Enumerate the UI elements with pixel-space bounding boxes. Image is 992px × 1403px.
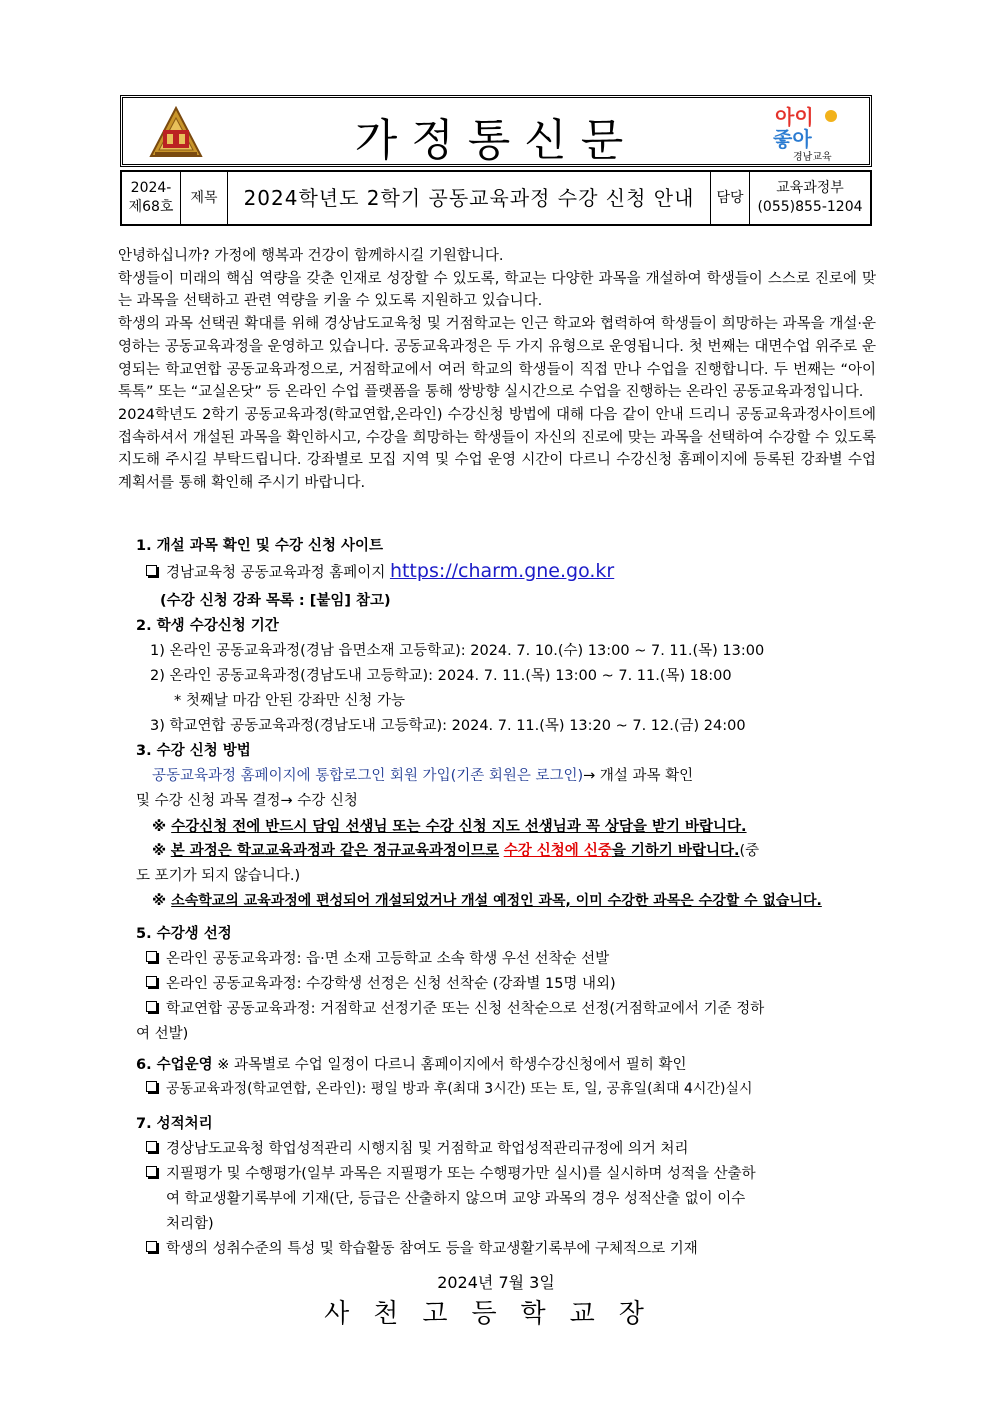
- caution-2: [152, 839, 759, 860]
- issue-number-cell: [122, 172, 181, 224]
- section-6-title: 6. 수업운영: [136, 1057, 213, 1073]
- contact-cell: [750, 172, 870, 224]
- grading-2-text: 지필평가 및 수행평가(일부 과목은 지필평가 또는 수행평가만 실시)를 실시하며 성적을 산출하: [166, 1166, 756, 1182]
- svg-text:아이: 아이: [775, 105, 814, 129]
- grading-2-line-2: 여 학교생활기록부에 기재(단, 등급은 산출하지 않으며 교양 과목의 경우 성적산출 없이 이수: [166, 1191, 746, 1207]
- operation-1: [146, 1078, 753, 1098]
- caution-1-text: 수강신청 전에 반드시 담임 선생님 또는 수강 신청 지도 선생님과 꼭 상담을 받기 바랍니다.: [171, 819, 747, 835]
- section-3-title: 3. 수강 신청 방법: [136, 743, 251, 759]
- section-6-title-row: [136, 1053, 687, 1074]
- checkbox-bullet-icon: [146, 1241, 157, 1252]
- reference-mark: ※: [152, 843, 167, 859]
- checkbox-bullet-icon: [146, 976, 157, 987]
- selection-3-text: 학교연합 공동교육과정: 거점학교 선정기준 또는 신청 선착순으로 선정(거점학교에서 기준 정하: [166, 1001, 765, 1017]
- subject-title: 2024학년도 2학기 공동교육과정 수강 신청 안내: [228, 172, 711, 224]
- selection-2-text: 온라인 공동교육과정: 수강학생 선정은 신청 선착순 (강좌별 15명 내외): [166, 976, 616, 992]
- grading-3: [146, 1237, 698, 1258]
- homepage-label: 경남교육청 공동교육과정 홈페이지: [166, 565, 386, 581]
- checkbox-bullet-icon: [146, 1166, 157, 1177]
- checkbox-bullet-icon: [146, 565, 157, 576]
- grading-1: [146, 1137, 689, 1158]
- issue-no: 제68호: [128, 199, 174, 215]
- charge-label: 담당: [711, 172, 750, 224]
- education-logo-icon: [767, 102, 847, 164]
- reference-mark: ※: [152, 893, 167, 909]
- caution-2-text-d: (중: [739, 843, 760, 859]
- phone-number: (055)855-1204: [757, 199, 863, 215]
- intro-paragraph-1: 학생들이 미래의 핵심 역량을 갖춘 인재로 성장할 수 있도록, 학교는 다양한 과목을 개설하여 학생들이 스스로 진로에 맞는 과목을 선택하고 관련 역량을 키울 수 있도록 지원하고 있습니다.: [118, 270, 876, 310]
- reference-mark: ※: [152, 819, 167, 835]
- section-1-note: (수강 신청 강좌 목록 : [붙임] 참고): [160, 593, 391, 609]
- grading-3-text: 학생의 성취수준의 특성 및 학습활동 참여도 등을 학교생활기록부에 구체적으로 기재: [166, 1241, 698, 1257]
- grading-2-line-3: 처리함): [166, 1216, 214, 1232]
- grading-1-text: 경상남도교육청 학업성적관리 시행지침 및 거점학교 학업성적관리규정에 의거 처리: [166, 1141, 689, 1157]
- page-title: 가정통신문: [354, 115, 638, 166]
- info-table: [120, 170, 872, 226]
- intro-paragraph-3: 2024학년도 2학기 공동교육과정(학교연합,온라인) 수강신청 방법에 대해 다음 같이 안내 드리니 공동교육과정사이트에 접속하셔서 개설된 과목을 확인하시고, 수강을 희망하는 학생들이 자신의 진로에 맞는 과목을 선택하여 수강할 수 있도록 지도해 주시길 부탁드립니다. 강좌별로 모집 지역 및 수업 운영 시간이 다르니 수강신청 홈페이지에 등록된 강좌별 수업계획서를 통해 확인해 주시기 바랍니다.: [118, 406, 876, 492]
- method-line-1: [152, 764, 693, 785]
- selection-3-continued: 여 선발): [136, 1026, 189, 1042]
- section-2-title: 2. 학생 수강신청 기간: [136, 618, 279, 634]
- period-3: 3) 학교연합 공동교육과정(경남도내 고등학교): 2024. 7. 11.(목) 13:20 ~ 7. 12.(금) 24:00: [150, 718, 746, 734]
- checkbox-bullet-icon: [146, 1081, 157, 1092]
- issue-date: 2024년 7월 3일: [437, 1273, 555, 1292]
- intro-paragraph-2: 학생의 과목 선택권 확대를 위해 경상남도교육청 및 거점학교는 인근 학교와 협력하여 학생들이 희망하는 과목을 개설·운영하는 공동교육과정을 운영하고 있습니다. 공동교육과정은 두 가지 유형으로 운영됩니다. 첫 번째는 대면수업 위주로 운영되는 학교연합 공동교육과정으로, 거점학교에서 여러 학교의 학생들이 직접 만나 수업을 진행합니다. 두 번째는 “아이톡톡” 또는 “교실온닷” 등 온라인 수업 플랫폼을 통해 쌍방향 실시간으로 수업을 진행하는 온라인 공동교육과정입니다.: [118, 316, 876, 401]
- selection-3: [146, 997, 764, 1018]
- section-7-title: 7. 성적처리: [136, 1116, 213, 1132]
- subject-label: 제목: [181, 172, 228, 224]
- issue-year: 2024-: [130, 180, 172, 196]
- caution-2-text-a: 본 과정은 학교교육과정과 같은 정규교육과정이므로: [170, 843, 500, 859]
- period-1: 1) 온라인 공동교육과정(경남 읍면소재 고등학교): 2024. 7. 10.(수) 13:00 ~ 7. 11.(목) 13:00: [150, 643, 765, 659]
- checkbox-bullet-icon: [146, 1001, 157, 1012]
- method-line-2: 및 수강 신청 과목 결정→ 수강 신청: [136, 793, 358, 809]
- gyeongnam-education-logo: [767, 102, 847, 164]
- section-1-item: [146, 560, 614, 582]
- svg-text:경남교육: 경남교육: [793, 152, 832, 163]
- intro-text: [118, 245, 876, 495]
- header-box: [120, 95, 872, 167]
- checkbox-bullet-icon: [146, 1141, 157, 1152]
- department: 교육과정부: [776, 180, 844, 196]
- greeting: 안녕하십니까? 가정에 행복과 건강이 함께하시길 기원합니다.: [118, 248, 504, 264]
- caution-1: [152, 815, 747, 836]
- section-5-title: 5. 수강생 선정: [136, 926, 232, 942]
- period-2: 2) 온라인 공동교육과정(경남도내 고등학교): 2024. 7. 11.(목) 13:00 ~ 7. 11.(목) 18:00: [150, 668, 732, 684]
- section-6-note: ※ 과목별로 수업 일정이 다르니 홈페이지에서 학생수강신청에서 필히 확인: [217, 1057, 687, 1073]
- svg-text:좋아: 좋아: [773, 127, 812, 151]
- caution-2-text-c: 을 기하기 바랍니다.: [611, 843, 740, 859]
- grading-2: [146, 1162, 756, 1183]
- caution-3: [152, 890, 822, 910]
- method-step-1: 공동교육과정 홈페이지에 통합로그인 회원 가입(기존 회원은 로그인): [152, 768, 584, 784]
- section-1-title: 1. 개설 과목 확인 및 수강 신청 사이트: [136, 538, 384, 554]
- checkbox-bullet-icon: [146, 951, 157, 962]
- caution-2-continued: 도 포기가 되지 않습니다.): [136, 868, 301, 884]
- caution-2-highlight: 수강 신청에 신중: [503, 843, 612, 859]
- method-step-2: → 개설 과목 확인: [583, 768, 694, 784]
- caution-3-text: 소속학교의 교육과정에 편성되어 개설되었거나 개설 예정인 과목, 이미 수강한 과목은 수강할 수 없습니다.: [171, 893, 822, 909]
- selection-1-text: 온라인 공동교육과정: 읍·면 소재 고등학교 소속 학생 우선 선착순 선발: [166, 951, 610, 967]
- selection-2: [146, 972, 616, 993]
- period-2-note: * 첫째날 마감 안된 강좌만 신청 가능: [174, 693, 406, 709]
- operation-1-text: 공동교육과정(학교연합, 온라인): 평일 방과 후(최대 3시간) 또는 토, 일, 공휴일(최대 4시간)실시: [166, 1081, 753, 1097]
- selection-1: [146, 947, 609, 968]
- principal-signature: 사천고등학교장: [324, 1299, 668, 1329]
- homepage-link[interactable]: https://charm.gne.go.kr: [389, 560, 615, 582]
